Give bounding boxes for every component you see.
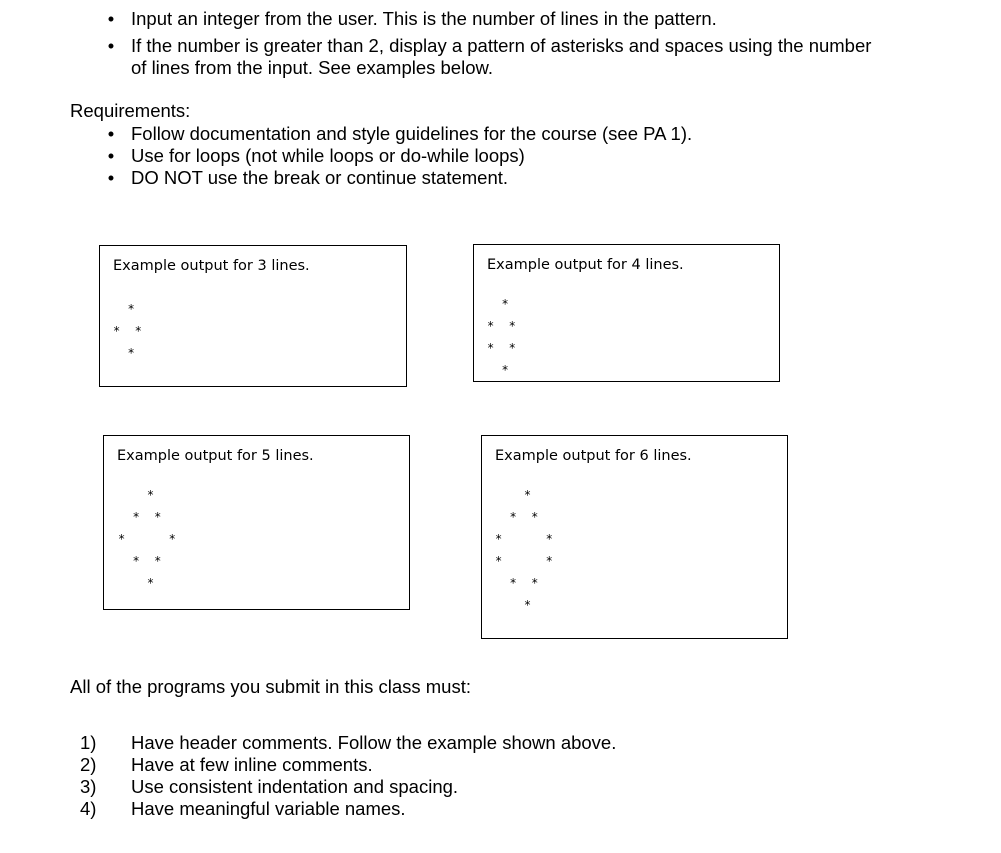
bullet-icon: • [107,123,115,144]
example-caption: Example output for 3 lines. [113,258,310,274]
example-pattern: * * * * * * [487,297,516,377]
requirement-text: Use for loops (not while loops or do-while loops) [131,145,525,166]
bullet-icon: • [107,167,115,188]
example-caption: Example output for 6 lines. [495,448,692,464]
bullet-icon: • [107,8,115,29]
item-number: 1) [80,732,97,753]
programs-list [80,732,617,820]
task-text: Input an integer from the user. This is the number of lines in the pattern. [131,8,717,29]
list-item [80,798,616,820]
example-caption: Example output for 5 lines. [117,448,314,464]
example-pattern: * * * * * * * * * * [495,488,553,612]
example-pattern: * * * * * * * * [118,488,176,590]
list-item [107,167,692,189]
item-text: Have header comments. Follow the example shown above. [131,732,617,753]
list-item [107,145,692,167]
item-number: 2) [80,754,97,775]
example-caption: Example output for 4 lines. [487,257,684,273]
item-text: Use consistent indentation and spacing. [131,776,459,797]
example-pattern: * * * * [113,302,142,360]
list-item-continuation [131,57,871,79]
requirement-text: DO NOT use the break or continue statement. [131,167,509,188]
list-item [80,754,616,776]
requirements-list [107,123,693,189]
item-number: 3) [80,776,97,797]
example-box-5-lines [103,435,410,610]
requirement-text: Follow documentation and style guidelines for the course (see PA 1). [131,123,693,144]
task-list [107,8,872,79]
programs-intro: All of the programs you submit in this class must: [70,676,471,697]
example-box-6-lines [481,435,788,639]
task-text: of lines from the input. See examples below. [131,57,493,78]
example-box-4-lines [473,244,780,382]
bullet-icon: • [107,35,115,56]
item-text: Have at few inline comments. [131,754,373,775]
requirements-heading: Requirements: [70,100,191,121]
example-box-3-lines [99,245,407,387]
list-item [107,123,693,145]
bullet-icon: • [107,145,115,166]
list-item [107,8,871,30]
item-text: Have meaningful variable names. [131,798,406,819]
list-item [80,732,617,754]
list-item [107,35,872,57]
item-number: 4) [80,798,97,819]
list-item [80,776,616,798]
task-text: If the number is greater than 2, display a pattern of asterisks and spaces using the number [131,35,872,56]
